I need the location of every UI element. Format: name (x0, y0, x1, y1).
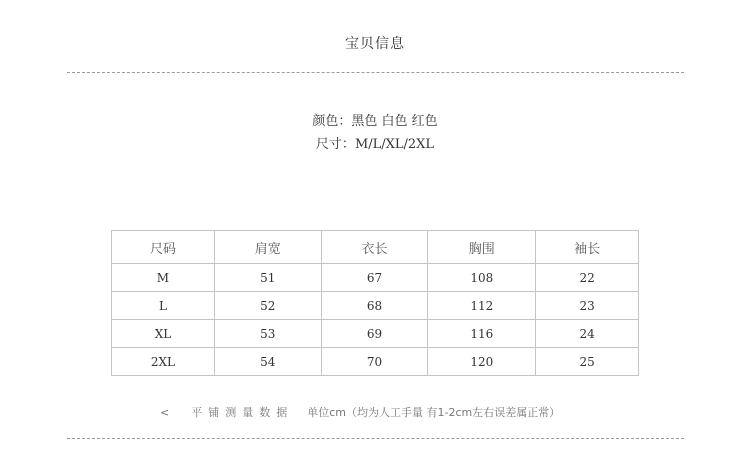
cell-size: XL (112, 320, 215, 348)
note-arrow: < (160, 406, 170, 419)
cell-chest: 116 (428, 320, 536, 348)
table-row (112, 292, 639, 320)
cell-length: 67 (321, 264, 428, 292)
header-length: 衣长 (321, 231, 428, 264)
cell-chest: 112 (428, 292, 536, 320)
cell-length: 70 (321, 348, 428, 376)
header-sleeve: 袖长 (536, 231, 639, 264)
table-row (112, 320, 639, 348)
size-value: M/L/XL/2XL (354, 137, 435, 152)
cell-shoulder: 52 (214, 292, 321, 320)
section-title: 宝贝信息 (345, 36, 405, 52)
cell-shoulder: 53 (214, 320, 321, 348)
cell-size: M (112, 264, 215, 292)
cell-size: 2XL (112, 348, 215, 376)
measurement-note (160, 404, 560, 420)
bottom-divider (67, 438, 684, 439)
cell-sleeve: 24 (536, 320, 639, 348)
size-table-header-row (112, 231, 639, 264)
size-info (0, 133, 750, 152)
table-row (112, 348, 639, 376)
color-value: 黑色 白色 红色 (351, 114, 438, 129)
size-label: 尺寸： (315, 137, 355, 152)
table-row (112, 264, 639, 292)
header-chest: 胸围 (428, 231, 536, 264)
cell-shoulder: 54 (214, 348, 321, 376)
top-divider (67, 72, 684, 73)
cell-chest: 120 (428, 348, 536, 376)
color-label: 颜色： (312, 114, 352, 129)
cell-length: 68 (321, 292, 428, 320)
cell-sleeve: 25 (536, 348, 639, 376)
cell-size: L (112, 292, 215, 320)
cell-shoulder: 51 (214, 264, 321, 292)
note-text: 单位cm（均为人工手量 有1-2cm左右误差属正常） (307, 406, 561, 419)
note-method: 平铺测量数据 (191, 406, 294, 419)
color-info (0, 110, 750, 129)
cell-sleeve: 22 (536, 264, 639, 292)
cell-length: 69 (321, 320, 428, 348)
size-table (111, 230, 639, 376)
header-size: 尺码 (112, 231, 215, 264)
cell-chest: 108 (428, 264, 536, 292)
header-shoulder: 肩宽 (214, 231, 321, 264)
cell-sleeve: 23 (536, 292, 639, 320)
